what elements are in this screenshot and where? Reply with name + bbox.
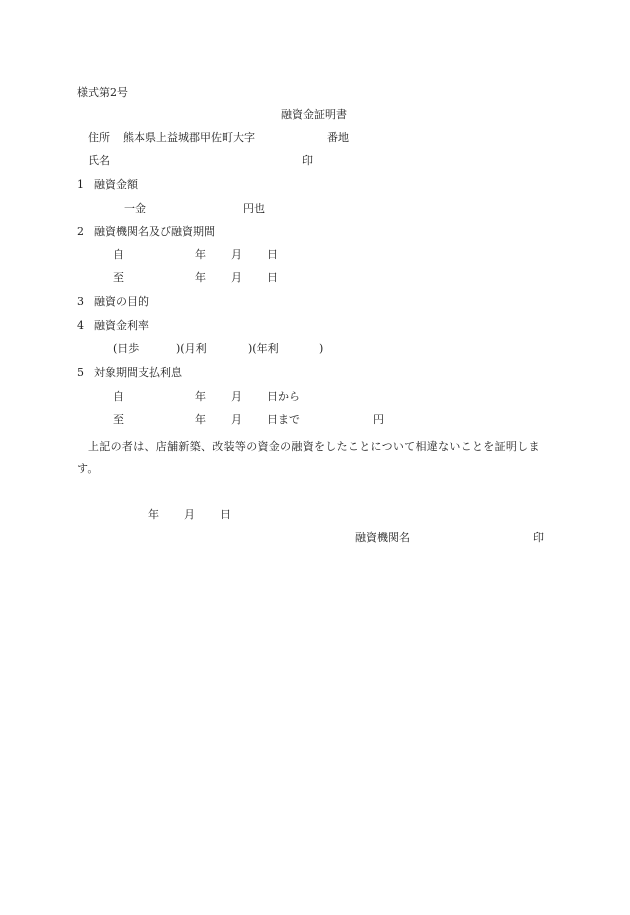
period-to-label: 至 bbox=[113, 271, 124, 284]
interest-from-label: 自 bbox=[113, 390, 124, 403]
certification-text: 上記の者は、店舗新築、改装等の資金の融資をしたことについて相違ないことを証明します。 bbox=[77, 440, 540, 475]
institution-label: 融資機関名 bbox=[355, 531, 410, 544]
period-from-day: 日 bbox=[267, 248, 278, 261]
period-from-label: 自 bbox=[113, 248, 124, 261]
institution-seal: 印 bbox=[533, 531, 544, 544]
address-suffix: 番地 bbox=[327, 131, 349, 144]
interest-from-month: 月 bbox=[231, 390, 242, 403]
item2-number: 2 bbox=[77, 225, 84, 238]
period-from-month: 月 bbox=[231, 248, 242, 261]
document-title: 融資金証明書 bbox=[281, 108, 347, 121]
item1-label: 融資金額 bbox=[94, 178, 138, 191]
amount-prefix: 一金 bbox=[124, 202, 146, 215]
rate-monthly: )(月利 bbox=[176, 342, 207, 355]
interest-from-day: 日から bbox=[267, 390, 300, 403]
item5-label: 対象期間支払利息 bbox=[94, 366, 182, 379]
item3-number: 3 bbox=[77, 295, 84, 308]
form-number: 様式第2号 bbox=[77, 86, 128, 99]
item4-number: 4 bbox=[77, 319, 84, 332]
date-year: 年 bbox=[148, 508, 159, 521]
rate-daily: (日歩 bbox=[113, 342, 140, 355]
address-value: 熊本県上益城郡甲佐町大字 bbox=[123, 131, 255, 144]
item4-label: 融資金利率 bbox=[94, 319, 149, 332]
interest-to-day: 日まで bbox=[267, 413, 300, 426]
rate-yearly: )(年利 bbox=[248, 342, 279, 355]
item5-number: 5 bbox=[77, 366, 84, 379]
period-to-day: 日 bbox=[267, 271, 278, 284]
period-to-year: 年 bbox=[195, 271, 206, 284]
name-seal: 印 bbox=[302, 154, 313, 167]
item1-number: 1 bbox=[77, 178, 84, 191]
date-day: 日 bbox=[220, 508, 231, 521]
interest-to-month: 月 bbox=[231, 413, 242, 426]
rate-close: ) bbox=[319, 342, 324, 355]
item2-label: 融資機関名及び融資期間 bbox=[94, 225, 215, 238]
period-to-month: 月 bbox=[231, 271, 242, 284]
interest-from-year: 年 bbox=[195, 390, 206, 403]
date-month: 月 bbox=[184, 508, 195, 521]
address-label: 住所 bbox=[88, 131, 110, 144]
amount-suffix: 円也 bbox=[243, 202, 265, 215]
interest-to-label: 至 bbox=[113, 413, 124, 426]
period-from-year: 年 bbox=[195, 248, 206, 261]
item3-label: 融資の目的 bbox=[94, 295, 149, 308]
name-label: 氏名 bbox=[88, 154, 110, 167]
interest-yen: 円 bbox=[373, 413, 384, 426]
interest-to-year: 年 bbox=[195, 413, 206, 426]
